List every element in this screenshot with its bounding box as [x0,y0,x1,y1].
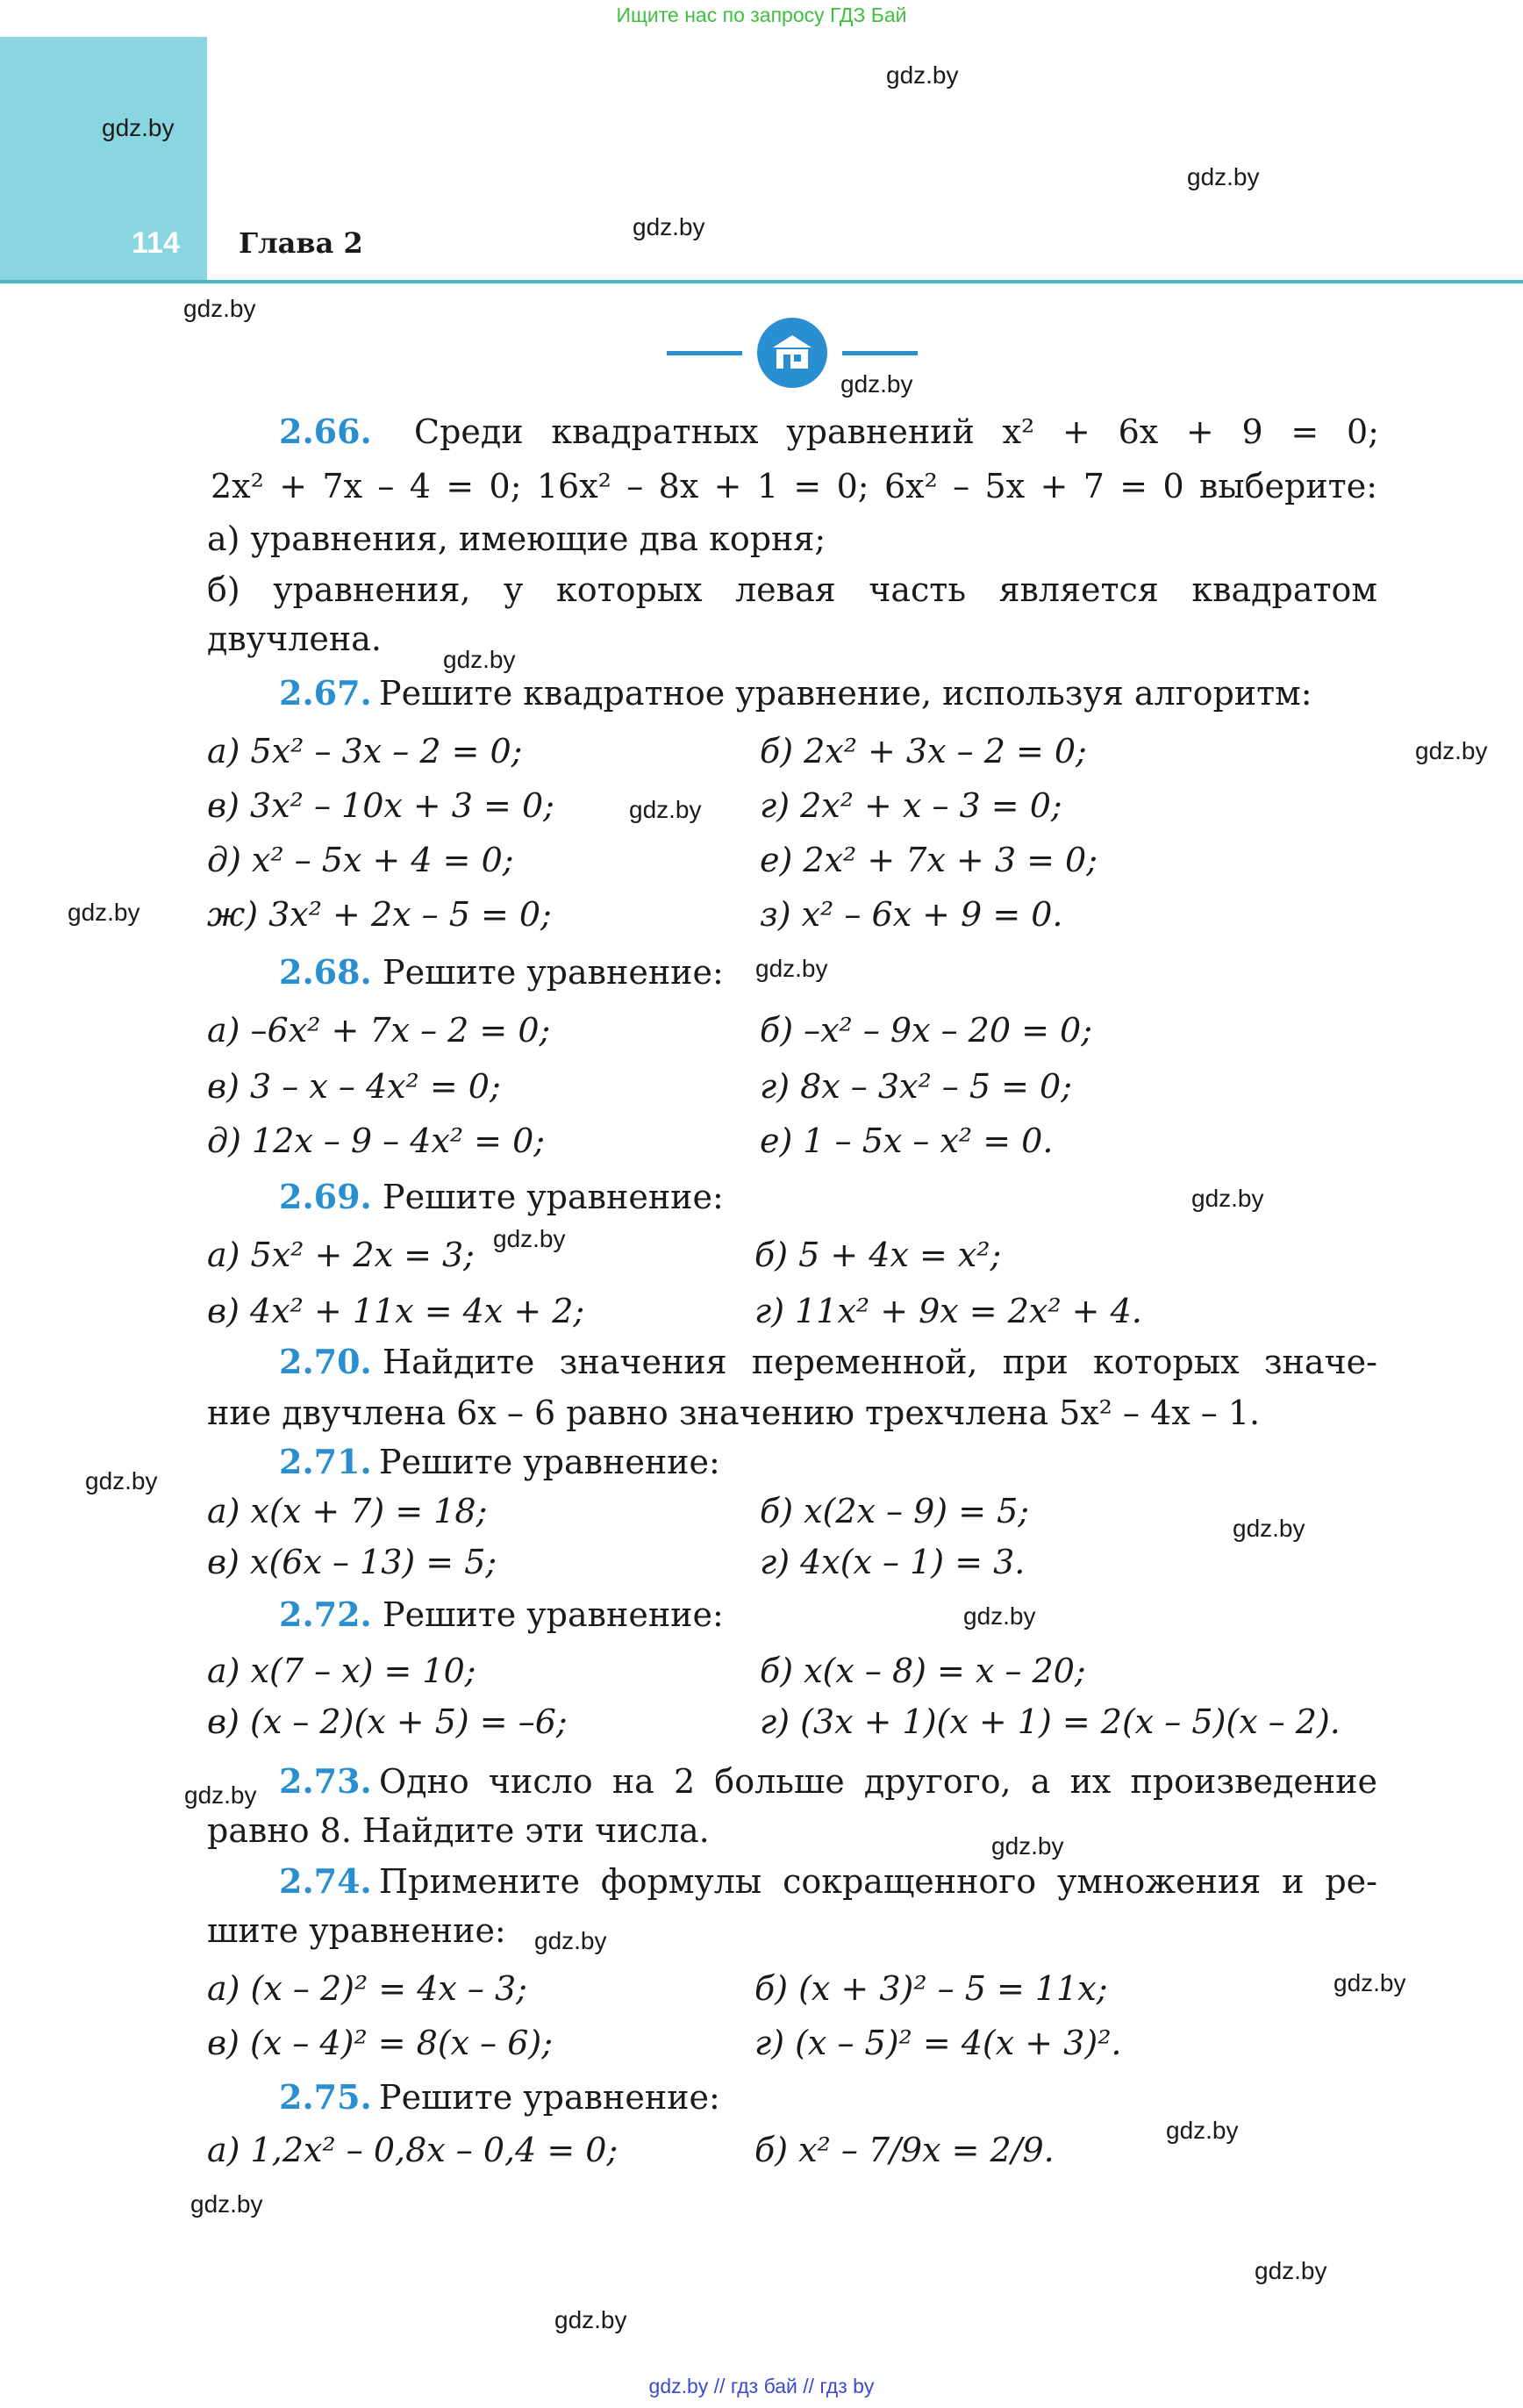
equation-item: а) x(x + 7) = 18; [207,1492,488,1530]
equation-item: е) 2x² + 7x + 3 = 0; [760,841,1098,879]
equation-item: в) 4x² + 11x = 4x + 2; [207,1292,585,1330]
watermark: gdz.by [1233,1515,1305,1542]
watermark: gdz.by [633,213,705,240]
watermark: gdz.by [554,2306,627,2333]
watermark: gdz.by [1334,1969,1406,1996]
equation-item: б) (x + 3)² – 5 = 11x; [754,1969,1108,2008]
home-icon [757,318,827,388]
problem-text: Решите уравнение: [379,2078,720,2117]
equation-item: а) 1,2x² – 0,8x – 0,4 = 0; [207,2131,618,2169]
problem-number: 2.68. [279,952,372,992]
problem-text: Решите уравнение: [383,1595,724,1634]
problem-number: 2.69. [279,1177,372,1216]
problem-text: равно 8. Найдите эти числа. [207,1811,710,1850]
problem-text: Решите квадратное уравнение, используя алгоритм: [379,674,1312,713]
equation-item: а) x(7 – x) = 10; [207,1652,476,1690]
problem-text: 2x² + 7x – 4 = 0; 16x² – 8x + 1 = 0; 6x² – 5x + 7 = 0 выберите: [211,467,1377,505]
watermark: gdz.by [1191,1185,1264,1212]
problem-number: 2.67. [279,673,372,713]
problem-number: 2.66. [279,412,372,451]
equation-item: в) x(6x – 13) = 5; [207,1543,497,1581]
equation-item: г) 8x – 3x² – 5 = 0; [760,1067,1073,1106]
watermark: gdz.by [1166,2117,1239,2144]
watermark: gdz.by [102,114,175,141]
watermark: gdz.by [493,1225,566,1252]
section-marker-line-right [842,351,918,355]
problem-number: 2.74. [279,1861,372,1901]
problem-subitem: а) уравнения, имеющие два корня; [207,520,826,558]
problem-number: 2.73. [279,1761,372,1801]
problem-number: 2.70. [279,1342,372,1381]
top-note[interactable]: Ищите нас по запросу ГДЗ Бай [616,4,907,26]
header-rule [0,280,1523,283]
watermark: gdz.by [840,370,913,398]
watermark: gdz.by [1415,737,1488,764]
watermark: gdz.by [963,1602,1036,1630]
equation-item: а) (x – 2)² = 4x – 3; [207,1969,527,2008]
equation-item: в) (x – 4)² = 8(x – 6); [207,2024,554,2062]
problem-number: 2.71. [279,1442,372,1481]
watermark: gdz.by [85,1467,158,1494]
equation-item: а) 5x² – 3x – 2 = 0; [207,732,523,770]
watermark: gdz.by [184,1781,257,1809]
watermark: gdz.by [886,61,959,89]
equation-item: б) x(2x – 9) = 5; [760,1492,1030,1530]
problem-number: 2.75. [279,2077,372,2117]
watermark: gdz.by [629,796,702,823]
equation-item: б) x(x – 8) = x – 20; [760,1652,1086,1690]
equation-item: в) (x – 2)(x + 5) = –6; [207,1702,568,1741]
equation-item: б) 2x² + 3x – 2 = 0; [760,732,1087,770]
page-number: 114 [132,226,180,260]
problem-text: Среди квадратных уравнений x² + 6x + 9 = 0; [414,412,1379,451]
watermark: gdz.by [991,1832,1064,1860]
equation-item: з) x² – 6x + 9 = 0. [760,895,1063,934]
problem-subitem: двучлена. [207,620,382,658]
equation-item: г) 11x² + 9x = 2x² + 4. [754,1292,1142,1330]
equation-item: г) (x – 5)² = 4(x + 3)². [754,2024,1122,2062]
problem-text: Примените формулы сокращенного умножения и ре- [379,1862,1377,1901]
equation-item: г) 4x(x – 1) = 3. [760,1543,1026,1581]
section-marker-line-left [667,351,742,355]
equation-item: г) (3x + 1)(x + 1) = 2(x – 5)(x – 2). [760,1702,1341,1741]
equation-item: а) –6x² + 7x – 2 = 0; [207,1011,551,1050]
watermark: gdz.by [1187,163,1260,190]
equation-item: ж) 3x² + 2x – 5 = 0; [207,895,552,934]
equation-item: б) 5 + 4x = x²; [754,1236,1002,1274]
equation-item: б) –x² – 9x – 20 = 0; [760,1011,1093,1050]
problem-subitem: б) уравнения, у которых левая часть является квадратом [207,570,1377,609]
watermark: gdz.by [68,899,140,926]
problem-text: ние двучлена 6x – 6 равно значению трехчлена 5x² – 4x – 1. [207,1394,1261,1432]
problem-text: Решите уравнение: [379,1443,720,1481]
equation-item: а) 5x² + 2x = 3; [207,1236,475,1274]
problem-text: Решите уравнение: [383,953,724,992]
watermark: gdz.by [190,2190,263,2218]
equation-item: д) 12x – 9 – 4x² = 0; [207,1122,546,1160]
watermark: gdz.by [443,646,516,673]
watermark: gdz.by [534,1927,607,1954]
equation-item: в) 3 – x – 4x² = 0; [207,1067,501,1106]
watermark: gdz.by [183,295,256,322]
watermark: gdz.by [1255,2257,1327,2284]
watermark: gdz.by [755,955,828,982]
equation-item: е) 1 – 5x – x² = 0. [760,1122,1054,1160]
problem-text: Найдите значения переменной, при которых значе- [383,1343,1377,1381]
equation-item: г) 2x² + x – 3 = 0; [760,786,1062,825]
problem-number: 2.72. [279,1595,372,1634]
footer-links[interactable]: gdz.by // гдз бай // гдз by [648,2375,875,2397]
chapter-title: Глава 2 [239,226,363,260]
equation-item: б) x² – 7/9x = 2/9. [754,2131,1055,2169]
problem-text: Решите уравнение: [383,1178,724,1216]
problem-text: Одно число на 2 больше другого, а их произведение [379,1762,1377,1801]
problem-text: шите уравнение: [207,1911,506,1950]
equation-item: д) x² – 5x + 4 = 0; [207,841,514,879]
equation-item: в) 3x² – 10x + 3 = 0; [207,786,554,825]
